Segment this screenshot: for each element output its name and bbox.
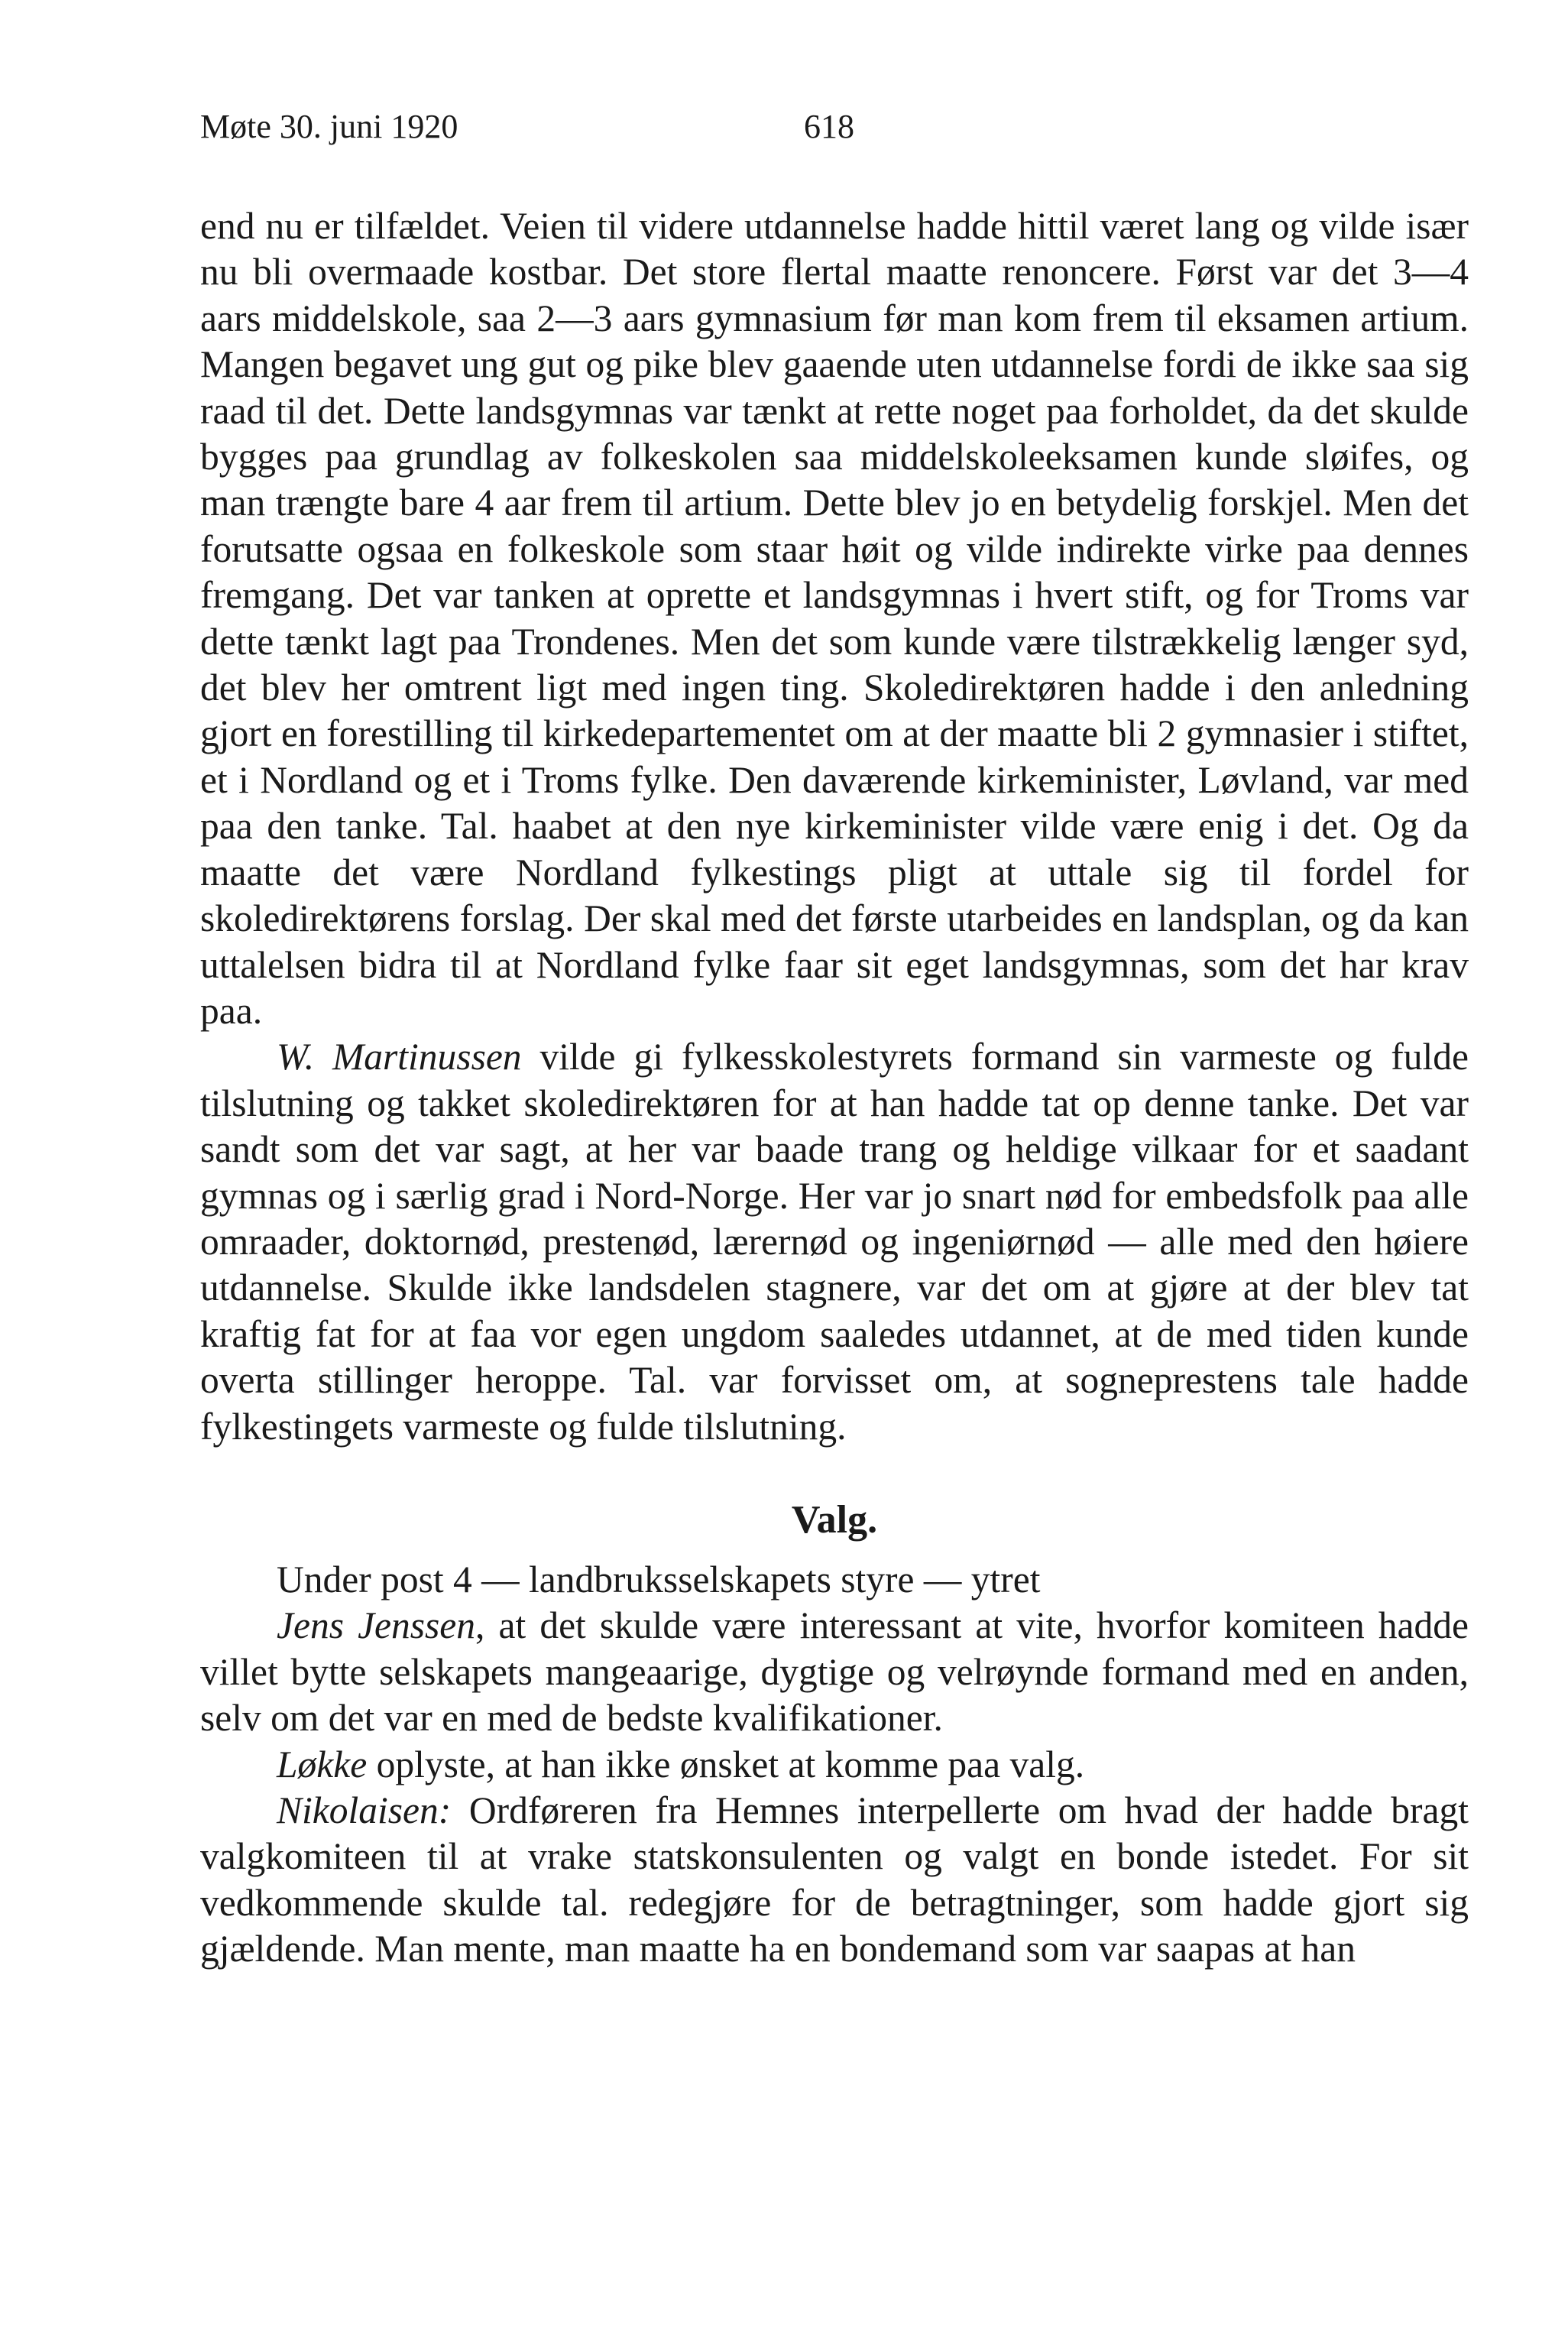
paragraph-text: end nu er tilfældet. Veien til videre utdannelse hadde hittil været lang og vilde især nu bli overmaade kostbar. Det store flertal maatte renoncere. Først var det 3—4 aars middelskole, saa 2—3 aars gymnasium før man kom frem til eksamen artium. Mangen begavet ung gut og pike blev gaaende uten utdannelse fordi de ikke saa sig raad til det. Dette landsgymnas var tænkt at rette noget paa forholdet, da det skulde bygges paa grundlag av folkeskolen saa middelskoleeksamen kunde sløifes, og man trængte bare 4 aar frem til artium. Dette blev jo en betydelig forskjel. Men det forutsatte ogsaa en folkeskole som staar høit og vilde indirekte virke paa dennes fremgang. Det var tanken at oprette et landsgymnas i hvert stift, og for Troms var dette tænkt lagt paa Trondenes. Men det som kunde være tilstrækkelig længer syd, det blev her omtrent ligt med ingen ting. Skoledirektøren hadde i den anledning gjort en forestilling til kirkedepartementet om at der maatte bli 2 gymnasier i stiftet, et i Nordland og et i Troms fylke. Den daværende kirkeminister, Løvland, var med paa den tanke. Tal. haabet at den nye kirkeminister vilde være enig i det. Og da maatte det være Nordland fylkestings pligt at uttale sig til fordel for skoledirektørens forslag. Der skal med det første utarbeides en landsplan, og da kan uttalelsen bidra til at Nordland fylke faar sit eget landsgymnas, som det har krav paa. <box>200 205 1469 1032</box>
speaker-name: Jens Jenssen <box>277 1604 476 1647</box>
page-number: 618 <box>804 108 854 145</box>
running-head-date: Møte 30. juni 1920 <box>200 108 458 145</box>
paragraph-text: Under post 4 — landbruksselskapets styre — ytret <box>277 1558 1041 1600</box>
paragraph-martinussen <box>200 1034 1469 1450</box>
section-title: Valg. <box>791 1497 878 1542</box>
body-text <box>200 203 1469 1973</box>
paragraph-continued <box>200 203 1469 1034</box>
paragraph-text: Ordføreren fra Hemnes interpellerte om hvad der hadde bragt valgkomiteen til at vrake statskonsulenten og valgt en bonde istedet. For sit vedkommende skulde tal. redegjøre for de betragtninger, som hadde gjort sig gjældende. Man mente, man maatte ha en bondemand som var saapas at han <box>200 1789 1469 1970</box>
speaker-name: Nikolaisen: <box>277 1789 452 1831</box>
running-head <box>200 107 1469 168</box>
book-page <box>200 107 1469 1973</box>
paragraph-nikolaisen <box>200 1788 1469 1973</box>
paragraph-intro <box>200 1557 1469 1603</box>
paragraph-text: , at det skulde være interessant at vite, hvorfor komiteen hadde villet bytte selskapets mangeaarige, dygtige og velrøynde formand med en anden, selv om det var en med de bedste kvalifikationer. <box>200 1604 1469 1740</box>
speaker-name: Løkke <box>277 1743 368 1785</box>
paragraph-lokke <box>200 1742 1469 1788</box>
paragraph-jenssen <box>200 1603 1469 1741</box>
speaker-name: W. Martinussen <box>277 1036 522 1078</box>
paragraph-text: vilde gi fylkesskolestyrets formand sin varmeste og fulde tilslutning og takket skoledirektøren for at han hadde tat op denne tanke. Det var sandt som det var sagt, at her var baade trang og heldige vilkaar for et saadant gymnas og i særlig grad i Nord-Norge. Her var jo snart nød for embedsfolk paa alle omraader, doktornød, prestenød, lærernød og ingeniørnød — alle med den høiere utdannelse. Skulde ikke landsdelen stagnere, var det om at gjøre at der blev tat kraftig fat for at faa vor egen ungdom saaledes utdannet, at de med tiden kunde overta stillinger heroppe. Tal. var forvisset om, at sogneprestens tale hadde fylkestingets varmeste og fulde tilslutning. <box>200 1036 1469 1448</box>
paragraph-text: oplyste, at han ikke ønsket at komme paa valg. <box>367 1743 1085 1785</box>
